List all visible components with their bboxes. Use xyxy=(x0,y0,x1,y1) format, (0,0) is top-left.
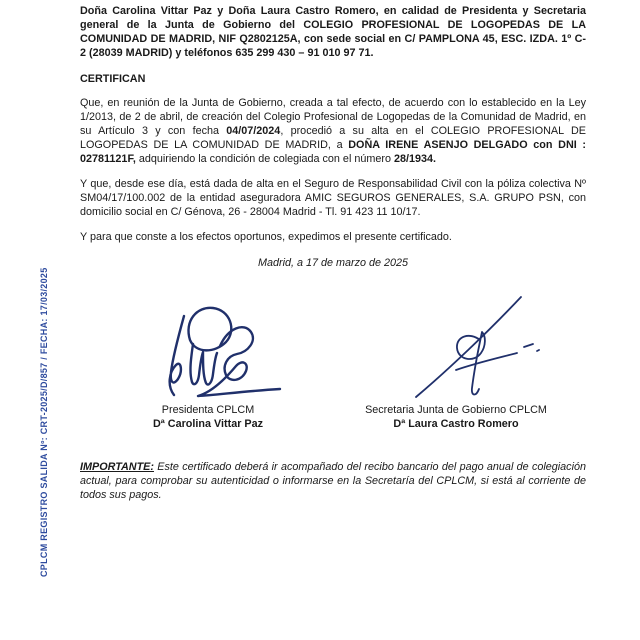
intro-paragraph: Doña Carolina Vittar Paz y Doña Laura Castro Romero, en calidad de Presidenta y Secretaria general de la Junta de Gobierno del COLEGIO PROFESIONAL DE LOGOPEDAS DE LA COMUNIDAD DE MADRID, NIF Q2802125A, con sede social en C/ PAMPLONA 45, ESC. IZDA. 1º C-2 (28039 MADRID) y teléfonos 635 299 430 – 91 010 97 71. xyxy=(80,5,586,60)
signature-presidenta-image xyxy=(140,296,290,406)
issue-date-line: Madrid, a 17 de marzo de 2025 xyxy=(257,257,409,269)
importante-label: IMPORTANTE: xyxy=(80,461,154,473)
cierre-paragraph: Y para que conste a los efectos oportunos, expedimos el presente certificado. xyxy=(80,231,452,243)
signature-block-presidenta xyxy=(103,403,313,431)
alta-date: 04/07/2024 xyxy=(226,125,281,138)
registry-stamp-vertical: CPLCM REGISTRO SALIDA Nº: CRT-2025/D/857 / FECHA: 17/03/2025 xyxy=(39,267,49,577)
colegiada-number: 28/1934. xyxy=(393,153,436,166)
signature-secretaria-image xyxy=(400,290,550,405)
signature-block-secretaria xyxy=(351,403,561,431)
importante-note xyxy=(80,460,586,502)
seguro-paragraph: Y que, desde ese día, está dada de alta en el Seguro de Responsabilidad Civil con la póliza colectiva Nº SM04/17/100.002 de la entidad aseguradora AMIC SEGUROS GENERALES, S.A. GRUPO PSN, con domicilio social en C/ Génova, 26 - 28004 Madrid - Tl. 91 423 11 10/17. xyxy=(80,178,586,219)
signature-name-presidenta: Dª Carolina Vittar Paz xyxy=(153,418,263,430)
signature-role-secretaria: Secretaria Junta de Gobierno CPLCM xyxy=(365,404,547,416)
alta-text-3: adquiriendo la condición de colegiada con el número xyxy=(135,153,394,166)
alta-text-1: Que, en reunión de la Junta de Gobierno, creada a tal efecto, de acuerdo con lo establecido en la Ley 1/2013, de 2 de abril, de creación del Colegio Profesional de Logopedas de la Comunidad de Madrid, en su Artículo 3 y con fecha xyxy=(80,97,586,138)
importante-text: Este certificado deberá ir acompañado del recibo bancario del pago anual de colegiación actual, para comprobar su autenticidad o informarse en la Secretaría del CPLCM, si está al corriente de todos sus pagos. xyxy=(80,461,586,502)
colegiada-name-dni: DOÑA IRENE ASENJO DELGADO con DNI : 02781121F, xyxy=(80,139,586,166)
certifican-heading: CERTIFICAN xyxy=(80,73,146,85)
alta-paragraph xyxy=(80,96,586,166)
alta-text-2: , procedió a su alta en el COLEGIO PROFESIONAL DE LOGOPEDAS DE LA COMUNIDAD DE MADRID, a xyxy=(80,125,586,152)
signature-name-secretaria: Dª Laura Castro Romero xyxy=(393,418,519,430)
signature-role-presidenta: Presidenta CPLCM xyxy=(161,404,255,416)
